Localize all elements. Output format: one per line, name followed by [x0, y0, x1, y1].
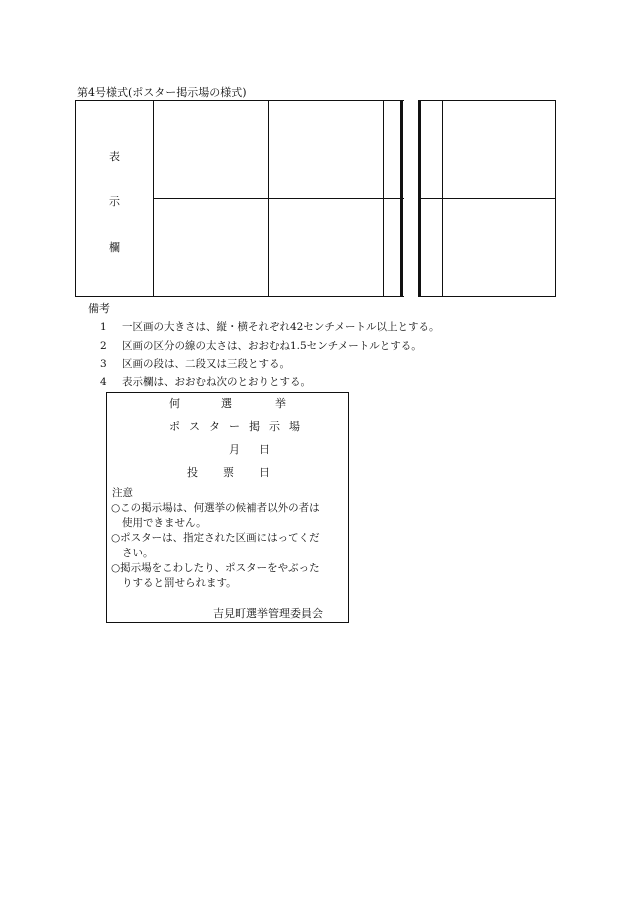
- caution-heading: 注意: [112, 487, 133, 499]
- note-number: 1: [100, 321, 107, 333]
- election-char: 何: [169, 397, 180, 410]
- caution-line: りすると罰せられます。: [122, 577, 237, 589]
- board-top-border-right: [418, 100, 556, 101]
- caution-line: 使用できません。: [122, 517, 207, 529]
- caution-line: さい。: [122, 547, 154, 559]
- poster-place-char: 場: [289, 420, 300, 433]
- note-item: [100, 338, 422, 353]
- tier-divider-left: [153, 198, 404, 199]
- note-text: 一区画の大きさは、縦・横それぞれ42センチメートル以上とする。: [122, 321, 440, 333]
- note-item: [100, 374, 311, 389]
- tier-divider-right: [418, 198, 556, 199]
- poster-place-char: ー: [229, 420, 240, 433]
- note-text: 表示欄は、おおむね次のとおりとする。: [122, 376, 311, 388]
- caution-line: ○この掲示場は、何選挙の候補者以外の者は: [111, 502, 320, 514]
- date-day-char: 日: [259, 443, 270, 456]
- caution-line: ○ポスターは、指定された区画にはってくだ: [111, 532, 320, 544]
- board-bottom-border-left: [75, 296, 404, 297]
- board-left-border: [75, 100, 76, 297]
- vote-date-char: 票: [223, 466, 234, 479]
- form-title: 第4号様式(ポスター掲示場の様式): [77, 86, 247, 99]
- poster-board-diagram: [0, 0, 630, 300]
- note-number: 3: [100, 358, 107, 370]
- vote-date-char: 日: [259, 466, 270, 479]
- vote-date-char: 投: [187, 466, 198, 479]
- issuer-name: 吉見町選挙管理委員会: [213, 607, 323, 620]
- notes-heading: 備考: [88, 302, 110, 315]
- poster-place-char: 掲: [249, 420, 260, 433]
- display-column-char-2: 示: [109, 195, 120, 208]
- note-item: [100, 356, 290, 371]
- note-item: [100, 319, 439, 334]
- note-number: 2: [100, 340, 107, 352]
- poster-place-char: 示: [269, 420, 280, 433]
- board-bottom-border-right: [418, 296, 556, 297]
- election-char: 選: [221, 397, 232, 410]
- display-column-char-3: 欄: [109, 241, 120, 254]
- display-column-char-1: 表: [109, 150, 120, 163]
- note-text: 区画の区分の線の太さは、おおむね1.5センチメートルとする。: [122, 340, 422, 352]
- note-number: 4: [100, 376, 107, 388]
- display-sign-sample: [106, 392, 349, 623]
- note-text: 区画の段は、二段又は三段とする。: [122, 358, 290, 370]
- poster-place-char: ス: [189, 420, 200, 433]
- date-month-char: 月: [229, 443, 240, 456]
- caution-line: ○掲示場をこわしたり、ポスターをやぶった: [111, 562, 320, 574]
- poster-place-char: ポ: [169, 420, 180, 433]
- election-char: 挙: [275, 397, 286, 410]
- poster-place-char: タ: [209, 420, 220, 433]
- board-top-border-left: [75, 100, 404, 101]
